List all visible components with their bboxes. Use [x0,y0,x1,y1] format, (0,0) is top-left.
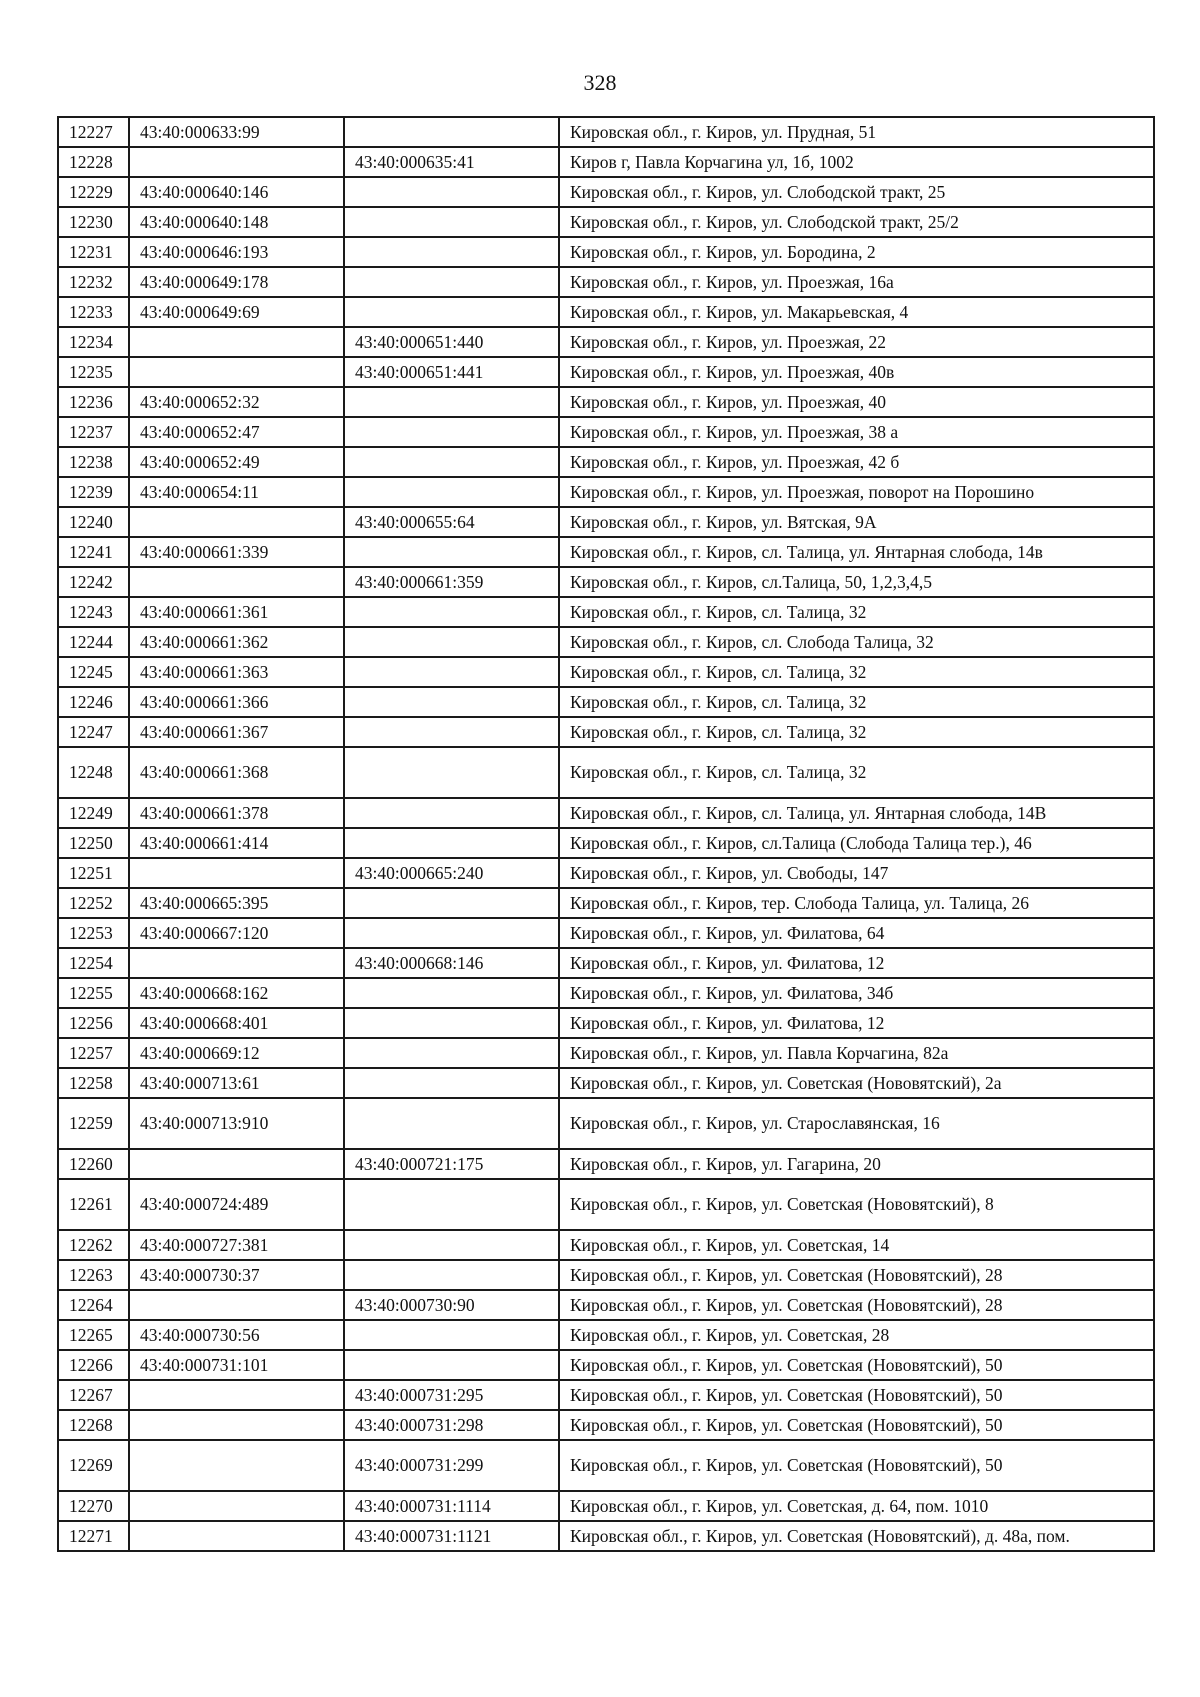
cadastral-number-cell: 43:40:000652:49 [129,447,344,477]
secondary-cadastral-number-cell: 43:40:000731:299 [344,1440,559,1491]
row-number-cell: 12260 [58,1149,129,1179]
table-row [58,717,1154,747]
secondary-cadastral-number-cell: 43:40:000731:295 [344,1380,559,1410]
address-cell: Кировская обл., г. Киров, ул. Бородина, 2 [559,237,1154,267]
row-number-cell: 12258 [58,1068,129,1098]
row-number-cell: 12262 [58,1230,129,1260]
cadastral-number-cell [129,1521,344,1551]
cadastral-number-cell: 43:40:000652:47 [129,417,344,447]
cadastral-number-cell: 43:40:000727:381 [129,1230,344,1260]
row-number-cell: 12228 [58,147,129,177]
row-number-cell: 12269 [58,1440,129,1491]
address-cell: Кировская обл., г. Киров, ул. Советская, 28 [559,1320,1154,1350]
cadastral-number-cell: 43:40:000724:489 [129,1179,344,1230]
page-number: 328 [583,70,617,95]
cadastral-number-cell: 43:40:000730:37 [129,1260,344,1290]
cadastral-number-cell [129,507,344,537]
secondary-cadastral-number-cell [344,747,559,798]
secondary-cadastral-number-cell [344,447,559,477]
address-cell: Кировская обл., г. Киров, ул. Советская (Нововятский), 8 [559,1179,1154,1230]
secondary-cadastral-number-cell [344,537,559,567]
row-number-cell: 12257 [58,1038,129,1068]
row-number-cell: 12254 [58,948,129,978]
address-cell: Кировская обл., г. Киров, ул. Макарьевская, 4 [559,297,1154,327]
address-cell: Кировская обл., г. Киров, сл.Талица, 50, 1,2,3,4,5 [559,567,1154,597]
secondary-cadastral-number-cell: 43:40:000651:441 [344,357,559,387]
table-row [58,147,1154,177]
table-row [58,117,1154,147]
row-number-cell: 12250 [58,828,129,858]
registry-table-body [58,117,1154,1551]
cadastral-number-cell [129,1491,344,1521]
row-number-cell: 12230 [58,207,129,237]
address-cell: Кировская обл., г. Киров, ул. Старославянская, 16 [559,1098,1154,1149]
address-cell: Кировская обл., г. Киров, ул. Советская (Нововятский), 28 [559,1260,1154,1290]
secondary-cadastral-number-cell [344,657,559,687]
cadastral-number-cell: 43:40:000665:395 [129,888,344,918]
cadastral-number-cell: 43:40:000661:414 [129,828,344,858]
cadastral-number-cell: 43:40:000661:363 [129,657,344,687]
secondary-cadastral-number-cell: 43:40:000635:41 [344,147,559,177]
row-number-cell: 12261 [58,1179,129,1230]
row-number-cell: 12244 [58,627,129,657]
secondary-cadastral-number-cell [344,717,559,747]
secondary-cadastral-number-cell: 43:40:000655:64 [344,507,559,537]
row-number-cell: 12227 [58,117,129,147]
address-cell: Кировская обл., г. Киров, сл. Талица, 32 [559,747,1154,798]
table-row [58,858,1154,888]
row-number-cell: 12264 [58,1290,129,1320]
row-number-cell: 12242 [58,567,129,597]
row-number-cell: 12231 [58,237,129,267]
row-number-cell: 12241 [58,537,129,567]
address-cell: Кировская обл., г. Киров, ул. Проезжая, 38 а [559,417,1154,447]
row-number-cell: 12268 [58,1410,129,1440]
table-row [58,687,1154,717]
address-cell: Кировская обл., г. Киров, тер. Слобода Талица, ул. Талица, 26 [559,888,1154,918]
row-number-cell: 12252 [58,888,129,918]
table-row [58,327,1154,357]
table-row [58,1179,1154,1230]
table-row [58,1260,1154,1290]
secondary-cadastral-number-cell [344,297,559,327]
table-row [58,267,1154,297]
table-row [58,798,1154,828]
address-cell: Кировская обл., г. Киров, сл.Талица (Слобода Талица тер.), 46 [559,828,1154,858]
secondary-cadastral-number-cell [344,978,559,1008]
table-row [58,918,1154,948]
table-row [58,888,1154,918]
cadastral-number-cell [129,567,344,597]
secondary-cadastral-number-cell: 43:40:000651:440 [344,327,559,357]
table-row [58,828,1154,858]
address-cell: Кировская обл., г. Киров, сл. Талица, 32 [559,717,1154,747]
row-number-cell: 12259 [58,1098,129,1149]
cadastral-number-cell: 43:40:000731:101 [129,1350,344,1380]
table-row [58,948,1154,978]
table-row [58,1098,1154,1149]
secondary-cadastral-number-cell [344,267,559,297]
cadastral-number-cell: 43:40:000669:12 [129,1038,344,1068]
address-cell: Кировская обл., г. Киров, сл. Талица, ул. Янтарная слобода, 14в [559,537,1154,567]
address-cell: Кировская обл., г. Киров, сл. Слобода Талица, 32 [559,627,1154,657]
secondary-cadastral-number-cell [344,177,559,207]
row-number-cell: 12255 [58,978,129,1008]
address-cell: Кировская обл., г. Киров, ул. Гагарина, 20 [559,1149,1154,1179]
secondary-cadastral-number-cell [344,828,559,858]
row-number-cell: 12263 [58,1260,129,1290]
address-cell: Кировская обл., г. Киров, сл. Талица, ул. Янтарная слобода, 14В [559,798,1154,828]
secondary-cadastral-number-cell [344,1230,559,1260]
table-row [58,297,1154,327]
cadastral-number-cell: 43:40:000640:148 [129,207,344,237]
cadastral-number-cell [129,327,344,357]
table-row [58,1380,1154,1410]
secondary-cadastral-number-cell [344,1038,559,1068]
cadastral-number-cell [129,948,344,978]
address-cell: Кировская обл., г. Киров, ул. Советская, д. 64, пом. 1010 [559,1491,1154,1521]
row-number-cell: 12249 [58,798,129,828]
address-cell: Кировская обл., г. Киров, ул. Проезжая, 16а [559,267,1154,297]
secondary-cadastral-number-cell [344,798,559,828]
cadastral-number-cell: 43:40:000668:401 [129,1008,344,1038]
secondary-cadastral-number-cell: 43:40:000721:175 [344,1149,559,1179]
cadastral-number-cell: 43:40:000667:120 [129,918,344,948]
row-number-cell: 12238 [58,447,129,477]
table-row [58,1290,1154,1320]
row-number-cell: 12248 [58,747,129,798]
row-number-cell: 12266 [58,1350,129,1380]
secondary-cadastral-number-cell: 43:40:000668:146 [344,948,559,978]
secondary-cadastral-number-cell [344,687,559,717]
table-row [58,177,1154,207]
cadastral-number-cell [129,1149,344,1179]
row-number-cell: 12232 [58,267,129,297]
cadastral-number-cell: 43:40:000652:32 [129,387,344,417]
row-number-cell: 12243 [58,597,129,627]
table-row [58,477,1154,507]
table-row [58,357,1154,387]
address-cell: Кировская обл., г. Киров, ул. Советская (Нововятский), 50 [559,1410,1154,1440]
cadastral-number-cell: 43:40:000654:11 [129,477,344,507]
address-cell: Кировская обл., г. Киров, ул. Советская (Нововятский), 2а [559,1068,1154,1098]
cadastral-number-cell: 43:40:000661:368 [129,747,344,798]
secondary-cadastral-number-cell [344,477,559,507]
table-row [58,537,1154,567]
address-cell: Кировская обл., г. Киров, ул. Филатова, 34б [559,978,1154,1008]
address-cell: Кировская обл., г. Киров, ул. Филатова, 12 [559,1008,1154,1038]
cadastral-number-cell: 43:40:000633:99 [129,117,344,147]
cadastral-number-cell [129,1380,344,1410]
secondary-cadastral-number-cell: 43:40:000661:359 [344,567,559,597]
address-cell: Кировская обл., г. Киров, сл. Талица, 32 [559,597,1154,627]
cadastral-number-cell: 43:40:000661:361 [129,597,344,627]
table-row [58,1038,1154,1068]
address-cell: Кировская обл., г. Киров, ул. Проезжая, 42 б [559,447,1154,477]
property-registry-table [57,116,1155,1552]
cadastral-number-cell: 43:40:000661:366 [129,687,344,717]
table-row [58,1230,1154,1260]
table-row [58,507,1154,537]
address-cell: Кировская обл., г. Киров, сл. Талица, 32 [559,687,1154,717]
address-cell: Кировская обл., г. Киров, ул. Прудная, 51 [559,117,1154,147]
table-row [58,387,1154,417]
table-row [58,1008,1154,1038]
table-row [58,1149,1154,1179]
cadastral-number-cell [129,357,344,387]
secondary-cadastral-number-cell [344,237,559,267]
address-cell: Кировская обл., г. Киров, ул. Павла Корчагина, 82а [559,1038,1154,1068]
row-number-cell: 12240 [58,507,129,537]
address-cell: Кировская обл., г. Киров, ул. Проезжая, поворот на Порошино [559,477,1154,507]
secondary-cadastral-number-cell [344,117,559,147]
secondary-cadastral-number-cell: 43:40:000665:240 [344,858,559,888]
address-cell: Кировская обл., г. Киров, ул. Слободской тракт, 25/2 [559,207,1154,237]
cadastral-number-cell: 43:40:000661:339 [129,537,344,567]
cadastral-number-cell: 43:40:000730:56 [129,1320,344,1350]
address-cell: Кировская обл., г. Киров, ул. Проезжая, 40 [559,387,1154,417]
row-number-cell: 12237 [58,417,129,447]
secondary-cadastral-number-cell [344,207,559,237]
secondary-cadastral-number-cell [344,1320,559,1350]
cadastral-number-cell: 43:40:000661:362 [129,627,344,657]
table-row [58,597,1154,627]
address-cell: Кировская обл., г. Киров, сл. Талица, 32 [559,657,1154,687]
table-row [58,207,1154,237]
table-row [58,1491,1154,1521]
table-row [58,237,1154,267]
row-number-cell: 12247 [58,717,129,747]
table-row [58,447,1154,477]
address-cell: Кировская обл., г. Киров, ул. Советская (Нововятский), 50 [559,1380,1154,1410]
secondary-cadastral-number-cell [344,417,559,447]
table-row [58,978,1154,1008]
table-row [58,657,1154,687]
table-row [58,1521,1154,1551]
secondary-cadastral-number-cell [344,597,559,627]
address-cell: Кировская обл., г. Киров, ул. Советская (Нововятский), 50 [559,1350,1154,1380]
row-number-cell: 12234 [58,327,129,357]
row-number-cell: 12246 [58,687,129,717]
cadastral-number-cell: 43:40:000646:193 [129,237,344,267]
secondary-cadastral-number-cell [344,1260,559,1290]
cadastral-number-cell: 43:40:000713:910 [129,1098,344,1149]
row-number-cell: 12270 [58,1491,129,1521]
row-number-cell: 12267 [58,1380,129,1410]
address-cell: Кировская обл., г. Киров, ул. Проезжая, 22 [559,327,1154,357]
cadastral-number-cell [129,1410,344,1440]
address-cell: Кировская обл., г. Киров, ул. Советская (Нововятский), 28 [559,1290,1154,1320]
secondary-cadastral-number-cell: 43:40:000730:90 [344,1290,559,1320]
table-row [58,1068,1154,1098]
cadastral-number-cell: 43:40:000649:69 [129,297,344,327]
row-number-cell: 12253 [58,918,129,948]
secondary-cadastral-number-cell [344,627,559,657]
row-number-cell: 12239 [58,477,129,507]
address-cell: Киров г, Павла Корчагина ул, 1б, 1002 [559,147,1154,177]
address-cell: Кировская обл., г. Киров, ул. Советская, 14 [559,1230,1154,1260]
secondary-cadastral-number-cell [344,1068,559,1098]
cadastral-number-cell [129,1290,344,1320]
secondary-cadastral-number-cell: 43:40:000731:1121 [344,1521,559,1551]
row-number-cell: 12251 [58,858,129,888]
row-number-cell: 12271 [58,1521,129,1551]
cadastral-number-cell: 43:40:000713:61 [129,1068,344,1098]
row-number-cell: 12245 [58,657,129,687]
table-row [58,1320,1154,1350]
cadastral-number-cell: 43:40:000661:378 [129,798,344,828]
cadastral-number-cell: 43:40:000640:146 [129,177,344,207]
table-row [58,1350,1154,1380]
secondary-cadastral-number-cell [344,1008,559,1038]
secondary-cadastral-number-cell [344,387,559,417]
table-row [58,1440,1154,1491]
address-cell: Кировская обл., г. Киров, ул. Слободской тракт, 25 [559,177,1154,207]
address-cell: Кировская обл., г. Киров, ул. Советская (Нововятский), 50 [559,1440,1154,1491]
table-row [58,747,1154,798]
row-number-cell: 12236 [58,387,129,417]
row-number-cell: 12256 [58,1008,129,1038]
address-cell: Кировская обл., г. Киров, ул. Филатова, 12 [559,948,1154,978]
cadastral-number-cell: 43:40:000661:367 [129,717,344,747]
cadastral-number-cell: 43:40:000668:162 [129,978,344,1008]
secondary-cadastral-number-cell [344,918,559,948]
secondary-cadastral-number-cell [344,1098,559,1149]
address-cell: Кировская обл., г. Киров, ул. Проезжая, 40в [559,357,1154,387]
table-row [58,417,1154,447]
table-row [58,1410,1154,1440]
secondary-cadastral-number-cell [344,1179,559,1230]
address-cell: Кировская обл., г. Киров, ул. Свободы, 147 [559,858,1154,888]
address-cell: Кировская обл., г. Киров, ул. Советская (Нововятский), д. 48а, пом. [559,1521,1154,1551]
address-cell: Кировская обл., г. Киров, ул. Вятская, 9А [559,507,1154,537]
row-number-cell: 12229 [58,177,129,207]
address-cell: Кировская обл., г. Киров, ул. Филатова, 64 [559,918,1154,948]
cadastral-number-cell [129,147,344,177]
cadastral-number-cell: 43:40:000649:178 [129,267,344,297]
secondary-cadastral-number-cell [344,1350,559,1380]
row-number-cell: 12235 [58,357,129,387]
cadastral-number-cell [129,858,344,888]
row-number-cell: 12233 [58,297,129,327]
table-row [58,567,1154,597]
row-number-cell: 12265 [58,1320,129,1350]
secondary-cadastral-number-cell: 43:40:000731:298 [344,1410,559,1440]
cadastral-number-cell [129,1440,344,1491]
secondary-cadastral-number-cell: 43:40:000731:1114 [344,1491,559,1521]
table-row [58,627,1154,657]
secondary-cadastral-number-cell [344,888,559,918]
